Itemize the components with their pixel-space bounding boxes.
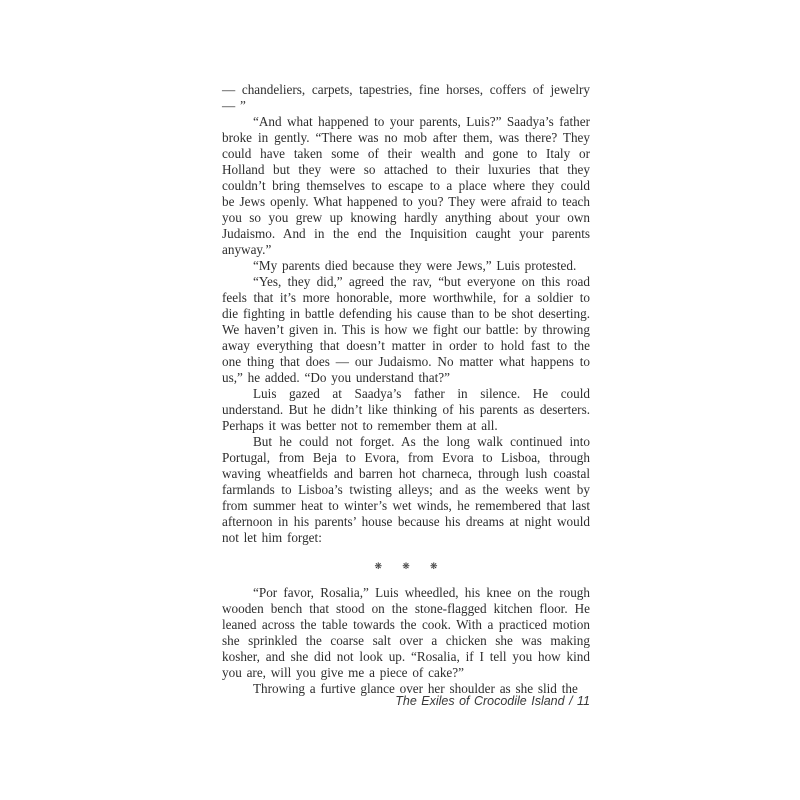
text-column [222,82,590,697]
paragraph: “And what happened to your parents, Luis?” Saadya’s father broke in gently. “There was no mob after them, was there? They could have taken some of their wealth and gone to Italy or Holland but they were so attached to their luxuries that they couldn’t bring themselves to escape to a place where they could be Jews openly. What happened to you? They were afraid to teach you so you grew up knowing hardly anything about your own Judaismo. And in the end the Inquisition caught your parents anyway.” [222,114,590,257]
running-footer [222,694,590,709]
section-break-ornament: ❋ ❋ ❋ [374,561,438,571]
footer-divider: / [564,694,578,708]
footer-book-title: The Exiles of Crocodile Island [395,694,565,708]
paragraph: “My parents died because they were Jews,” Luis protested. [253,258,577,273]
footer-page-number: 11 [577,694,590,708]
paragraph: — chandeliers, carpets, tapestries, fine horses, coffers of jewelry — ” [222,82,590,113]
paragraph: “Por favor, Rosalia,” Luis wheedled, his knee on the rough wooden bench that stood on the stone-flagged kitchen floor. He leaned across the table towards the cook. With a practiced motion she sprinkled the coarse salt over a chicken she was making kosher, and she did not look up. “Rosalia, if I tell you how kind you are, will you give me a piece of cake?” [222,585,590,680]
paragraph: “Yes, they did,” agreed the rav, “but everyone on this road feels that it’s more honorable, more worthwhile, for a soldier to die fighting in battle defending his cause than to be shot deserting. We haven’t given in. This is how we fight our battle: by throwing away everything that doesn’t matter in order to hold fast to the one thing that does — our Judaismo. No matter what happens to us,” he added. “Do you understand that?” [222,274,590,385]
paragraph: But he could not forget. As the long walk continued into Portugal, from Beja to Evora, from Evora to Lisboa, through waving wheatfields and barren hot charneca, through lush coastal farmlands to Lisboa’s twisting alleys; and as the weeks went by from summer heat to winter’s wet winds, he remembered that last afternoon in his parents’ house because his dreams at night would not let him forget: [222,434,590,545]
paragraph: Throwing a furtive glance over her shoulder as she slid the [253,681,578,696]
paragraph: Luis gazed at Saadya’s father in silence. He could understand. But he didn’t like thinking of his parents as deserters. Perhaps it was better not to remember them at all. [222,386,590,433]
